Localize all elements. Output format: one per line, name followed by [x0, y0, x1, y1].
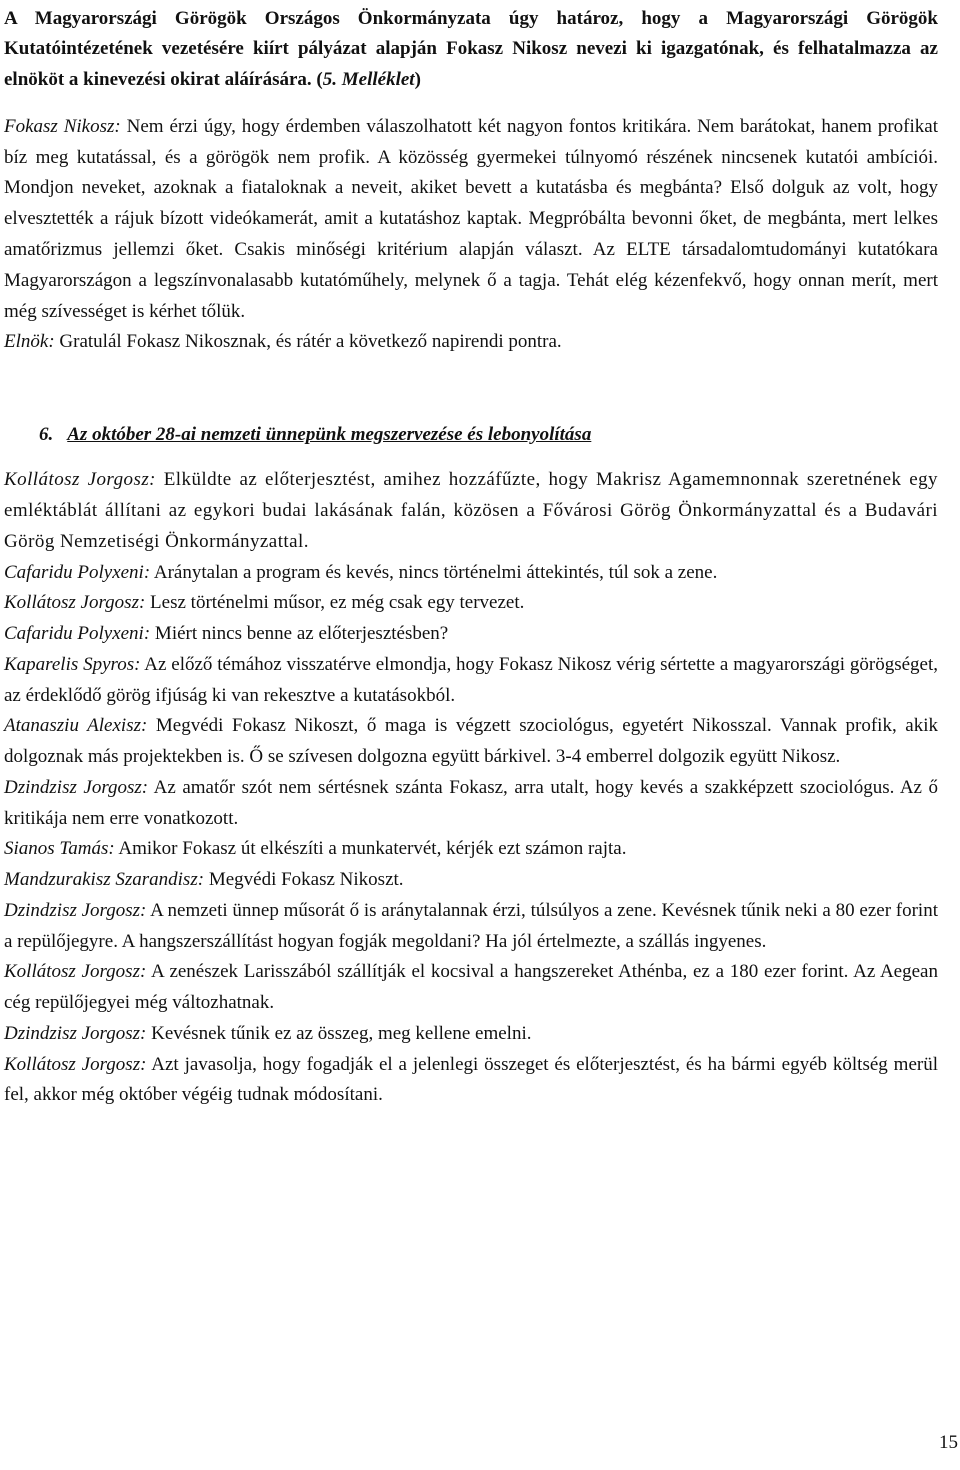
statement-paragraph — [4, 865, 938, 896]
agenda-item-number: 6. — [39, 424, 54, 446]
speaker-name: Kollátosz Jorgosz: — [4, 592, 146, 614]
resolution-text: A Magyarországi Görögök Országos Önkormányzata úgy határoz, hogy a Magyarországi Görögök Kutatóintézetének vezetésére kiírt pályázat alapján Fokasz Nikosz nevezi ki igazgatónak, és felhatalmazza az elnököt a kinevezési okirat aláírására. ( — [4, 8, 938, 90]
statement-text: Megvédi Fokasz Nikoszt. — [204, 869, 404, 891]
speaker-name: Dzindzisz Jorgosz: — [4, 776, 149, 798]
speaker-name: Sianos Tamás: — [4, 838, 115, 860]
annex-reference: 5. Melléklet — [322, 68, 415, 90]
statement-paragraph — [4, 465, 938, 557]
resolution-paragraph — [4, 4, 938, 95]
speaker-name: Mandzurakisz Szarandisz: — [4, 869, 205, 891]
speaker-name: Elnök: — [4, 331, 55, 353]
speaker-name: Kollátosz Jorgosz: — [4, 1053, 147, 1075]
discussion-block-1 — [4, 112, 938, 358]
statement-paragraph — [4, 773, 938, 835]
agenda-item-title: Az október 28-ai nemzeti ünnepünk megszervezése és lebonyolítása — [67, 424, 592, 446]
statement-text: Nem érzi úgy, hogy érdemben válaszolhatott két nagyon fontos kritikára. Nem barátokat, hanem profikat bíz meg kutatással, és a görögök nem profik. A közösség gyermekei túlnyomó részének nincsenek kutatói ambíciói. Mondjon neveket, azoknak a fiataloknak a neveit, akiket bevett a kutatásba és megbánta? Első dolguk az volt, hogy elvesztették a rájuk bízott videókamerát, amit a kutatáshoz kaptak. Megpróbálta bevonni őket, de megbánta, mert lelkes amatőrizmus jellemzi őket. Csakis minőségi kritérium alapján választ. Az ELTE társadalomtudományi kutatókara Magyarországon a legszínvonalasabb kutatóműhely, melynek ő a tagja. Tehát elég kézenfekvő, hogy onnan merít, mert még szívességet is kérhet tőlük. — [4, 115, 939, 322]
statement-paragraph — [4, 957, 938, 1019]
statement-text: Aránytalan a program és kevés, nincs történelmi áttekintés, túl sok a zene. — [150, 561, 718, 583]
statement-text: Azt javasolja, hogy fogadják el a jelenlegi összeget és előterjesztést, és ha bármi egyéb költség merül fel, akkor még október végéig tudnak módosítani. — [4, 1053, 938, 1106]
speaker-name: Dzindzisz Jorgosz: — [4, 1022, 147, 1044]
statement-text: Miért nincs benne az előterjesztésben? — [150, 623, 449, 645]
statement-paragraph — [4, 558, 938, 589]
speaker-name: Dzindzisz Jorgosz: — [4, 899, 147, 921]
speaker-name: Kaparelis Spyros: — [4, 653, 141, 675]
statement-paragraph — [4, 588, 938, 619]
statement-paragraph — [4, 1050, 938, 1112]
page-number: 15 — [939, 1432, 958, 1453]
speaker-name: Atanasziu Alexisz: — [4, 715, 148, 737]
statement-text: Megvédi Fokasz Nikoszt, ő maga is végzett szociológus, egyetért Nikosszal. Vannak profik, akik dolgoznak más projektekben is. Ő se szívesen dolgozna együtt bárkivel. 3-4 emberrel dolgozik együtt Nikosz. — [4, 715, 938, 768]
statement-paragraph — [4, 1019, 938, 1050]
discussion-block-2 — [4, 465, 938, 1111]
resolution-close: ) — [414, 68, 421, 90]
speaker-name: Cafaridu Polyxeni: — [4, 623, 151, 645]
statement-paragraph — [4, 711, 938, 773]
speaker-name: Cafaridu Polyxeni: — [4, 561, 151, 583]
statement-text: Gratulál Fokasz Nikosznak, és rátér a következő napirendi pontra. — [54, 331, 562, 353]
statement-paragraph — [4, 834, 938, 865]
speaker-name: Kollátosz Jorgosz: — [4, 469, 156, 491]
statement-paragraph — [4, 327, 938, 358]
speaker-name: Fokasz Nikosz: — [4, 115, 121, 137]
statement-paragraph — [4, 112, 938, 328]
statement-text: Lesz történelmi műsor, ez még csak egy tervezet. — [145, 592, 525, 614]
statement-text: Az amatőr szót nem sértésnek szánta Fokasz, arra utalt, hogy kevés a szakképzett szociológus. Az ő kritikája nem erre vonatkozott. — [4, 776, 939, 829]
speaker-name: Kollátosz Jorgosz: — [4, 961, 147, 983]
statement-text: A zenészek Larisszából szállítják el kocsival a hangszereket Athénba, ez a 180 ezer forint. Az Aegean cég repülőjegyei még változhatnak. — [4, 961, 938, 1014]
statement-text: Az előző témához visszatérve elmondja, hogy Fokasz Nikosz vérig sértette a magyarországi görögséget, az érdeklődő görög ifjúság ki van rekesztve a kutatásokból. — [4, 653, 938, 706]
statement-text: Kevésnek tűnik ez az összeg, meg kellene emelni. — [146, 1022, 532, 1044]
statement-paragraph — [4, 619, 938, 650]
agenda-item-heading — [39, 420, 938, 450]
statement-paragraph — [4, 896, 938, 958]
statement-text: Elküldte az előterjesztést, amihez hozzáfűzte, hogy Makrisz Agamemnonnak szeretnének egy emléktáblát állítani az egykori budai lakásának falán, közösen a Fővárosi Görög Önkormányzattal és a Budavári Görög Nemzetiségi Önkormányzattal. — [4, 469, 939, 552]
statement-text: A nemzeti ünnep műsorát ő is aránytalannak érzi, túlsúlyos a zene. Kevésnek tűnik neki a 80 ezer forint a repülőjegyre. A hangszerszállítást hogyan fogják megoldani? Ha jól értelmezte, a szállás ingyenes. — [4, 899, 938, 952]
statement-text: Amikor Fokasz út elkészíti a munkatervét, kérjék ezt számon rajta. — [114, 838, 627, 860]
statement-paragraph — [4, 650, 938, 712]
